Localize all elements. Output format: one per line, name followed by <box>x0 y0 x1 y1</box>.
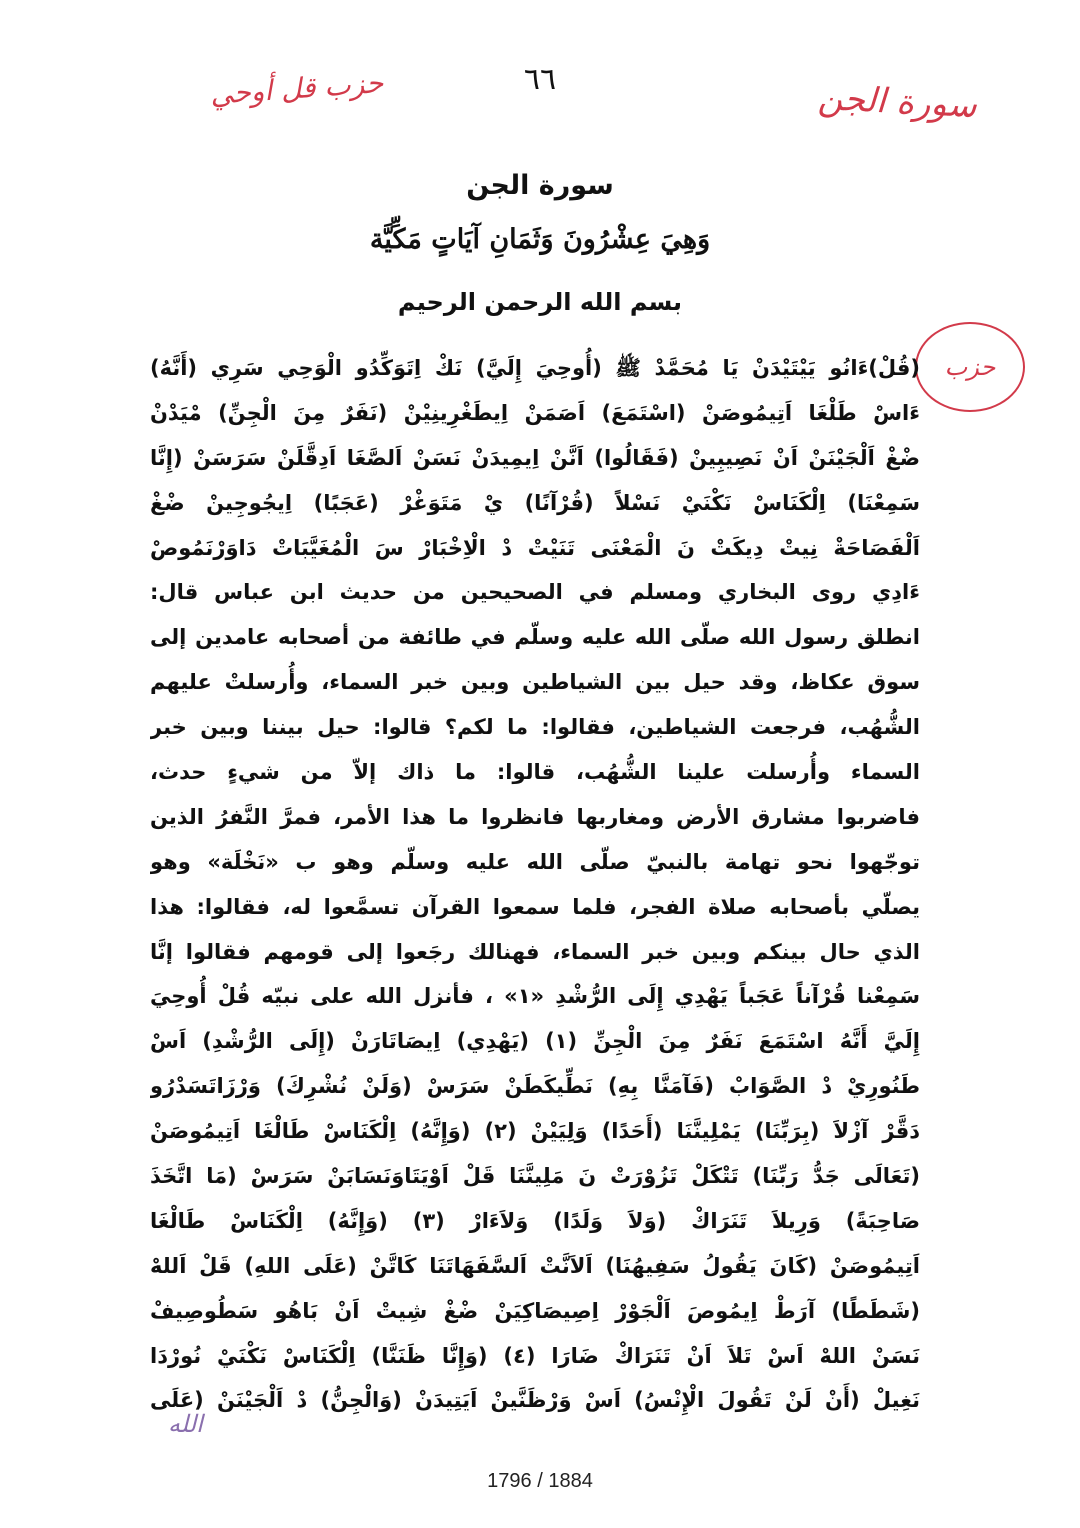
circled-note-text: حزب <box>944 353 996 381</box>
text-line: السماء وأُرسلت علينا الشُّهُب، قالوا: ما ذاك إلاّ من شيءٍ حدث، <box>150 760 920 785</box>
text-line: اَلْفَصَاحَةْ نِيتْ دِيكَتْ نَ الْمَعْنَى تَنَيْتْ دْ الْاِخْبَارْ سَ الْمُغَيَّبَاتْ دَاوَرْنَمُوصْ <box>150 535 920 560</box>
text-line: صَاحِبَةً) وَرِيلاَ تَنَرَاكْ (وَلاَ وَلَدًا) وَلاَءَارْ (٣) (وَإِنَّهُ) اِلْكَنَاسْ طَالْغَا <box>150 1208 920 1233</box>
text-line: دَقَّرْ آزْلاَ (بِرَبِّنَا) يَمْلِينَّنَا (أَحَدًا) وَلِيَيْنْ (٢) (وَإِنَّهُ) اِلْكَنَاسْ طَالْغَا اَتِيمُوصَنْ <box>150 1119 920 1144</box>
text-line: (تَعَالَى جَدُّ رَبِّنَا) تَتْكَلْ تَزُوْرَتْ نَ مَلِينَّنَا قَلْ اَوْيَتَاوَنَسَابَنْ سَرَسْ (مَا اتَّخَذَ <box>150 1164 920 1189</box>
handwritten-note-surah: سورة الجن <box>817 77 978 127</box>
text-line: سوق عكاظ، وقد حيل بين الشياطين وبين خبر السماء، وأُرسلتْ عليهم <box>150 670 920 695</box>
page-counter: 1796 / 1884 <box>487 1470 593 1492</box>
page-number: ٦٦ <box>523 62 557 97</box>
text-line: نَسَنْ اللهْ اَسْ تَلاَ اَنْ تَنَرَاكْ ضَارَا (٤) (وَإِنَّا ظَنَنَّا) اِلْكَنَاسْ نَكْنَيْ نُورْدَا <box>150 1343 920 1368</box>
text-line: توجّهوا نحو تهامة بالنبيّ صلّى الله عليه وسلّم وهو ب «نَخْلَة» وهو <box>150 849 920 874</box>
text-line: انطلق رسول الله صلّى الله عليه وسلّم في طائفة من أصحابه عامدين إلى <box>150 625 920 650</box>
text-line: يصلّي بأصحابه صلاة الفجر، فلما سمعوا القرآن تسمَّعوا له، فقالوا: هذا <box>150 894 920 919</box>
text-line: الشُّهُب، فرجعت الشياطين، فقالوا: ما لكم؟ قالوا: حيل بيننا وبين خبر <box>150 715 920 740</box>
text-line: فاضربوا مشارق الأرض ومغاربها فانظروا ما هذا الأمر، فمرَّ النَّفرُ الذين <box>150 804 920 829</box>
text-line: ضْغْ اَلْجَيْنَنْ اَنْ نَصِيبِينْ (فَقَالُوا) اَنَّنْ اِيمِيدَنْ نَسَنْ اَلصَّغَا اَدِقَّلَنْ سَرَسَنْ (إِنَّا <box>150 445 920 470</box>
surah-title: سورة الجن <box>466 170 614 201</box>
handwritten-note-hizb: حزب قل أوحي <box>209 65 385 112</box>
tafsir-body <box>150 346 920 1423</box>
text-line: إِلَيَّ أَنَّهُ اسْتَمَعَ نَفَرٌ مِنَ الْجِنِّ (١) (يَهْدِي) اِيصَاتَارَنْ (إِلَى الرُّشْدِ) اَسْ <box>150 1029 920 1054</box>
text-line: (شَطَطًا) آرَطْ اِيمُوصَ اَلْجَوْرْ اِصِيصَاكِيَنْ ضْغْ شِيتْ اَنْ بَاهُو سَطُوصِيفْ <box>150 1298 920 1323</box>
text-line: (قُلْ)ءَانُو يَيْتَيْدَنْ يَا مُحَمَّدْ ﷺ (أُوحِيَ إِلَيَّ) نَكْ اِتَوَكِّدُو الْوَحِي سَرِي (أَنَّهُ) <box>150 356 920 380</box>
text-line: طَنُورِيْ دْ الصَّوَابْ (فَآمَنَّا بِهِ) نَطِّيكَطَنْ سَرَسْ (وَلَنْ نُشْرِكَ) وَرْزَاتَسَدْرُو <box>150 1074 920 1099</box>
text-line: ءَادِي روى البخاري ومسلم في الصحيحين من حديث ابن عباس قال: <box>150 580 920 605</box>
basmala: بسم الله الرحمن الرحيم <box>397 288 683 316</box>
handwritten-circled-note <box>915 322 1025 412</box>
text-line: ءَاسْ طَلْغَا اَتِيمُوصَنْ (اسْتَمَعَ) اَصَمَنْ اِيطَغْرِينِيْنْ (نَفَرٌ مِنَ الْجِنِّ) مْيَدْنْ <box>150 400 920 425</box>
surah-subtitle: وَهِيَ عِشْرُونَ وَثَمَانِ آيَاتٍ مَكِّيَّة <box>369 224 711 255</box>
handwritten-note-bottom: الله <box>168 1410 203 1438</box>
text-line: سَمِعْنَا) اِلْكَنَاسْ نَكْنَيْ نَسْلاً (قُرْآنًا) يْ مَتَوَغْرْ (عَجَبًا) اِيجُوجِينْ ضْغْ <box>150 490 920 515</box>
text-line: سَمِعْنا قُرْآناً عَجَباً يَهْدِي إِلَى الرُّشْدِ «١» ، فأنزل الله على نبيّه قُلْ أُوحِيَ <box>150 984 920 1009</box>
text-line: نَغِيلْ (أَنْ لَنْ تَقُولَ الْإِنْسُ) اَسْ وَرْظَنَّينْ اَيَتِيدَنْ (وَالْجِنُّ) دْ اَلْجَيْنَنْ (عَلَى <box>150 1388 920 1413</box>
text-line: الذي حال بينكم وبين خبر السماء، فهنالك رجَعوا إلى قومهم فقالوا إنَّا <box>150 939 920 964</box>
text-line: اَتِيمُوصَنْ (كَانَ يَقُولُ سَفِيهُنَا) اَلاَنَّتْ اَلسَّفَهَاتَنَا كَاتَّنْ (عَلَى اللهِ) قَلْ اَللهْ <box>150 1253 920 1278</box>
